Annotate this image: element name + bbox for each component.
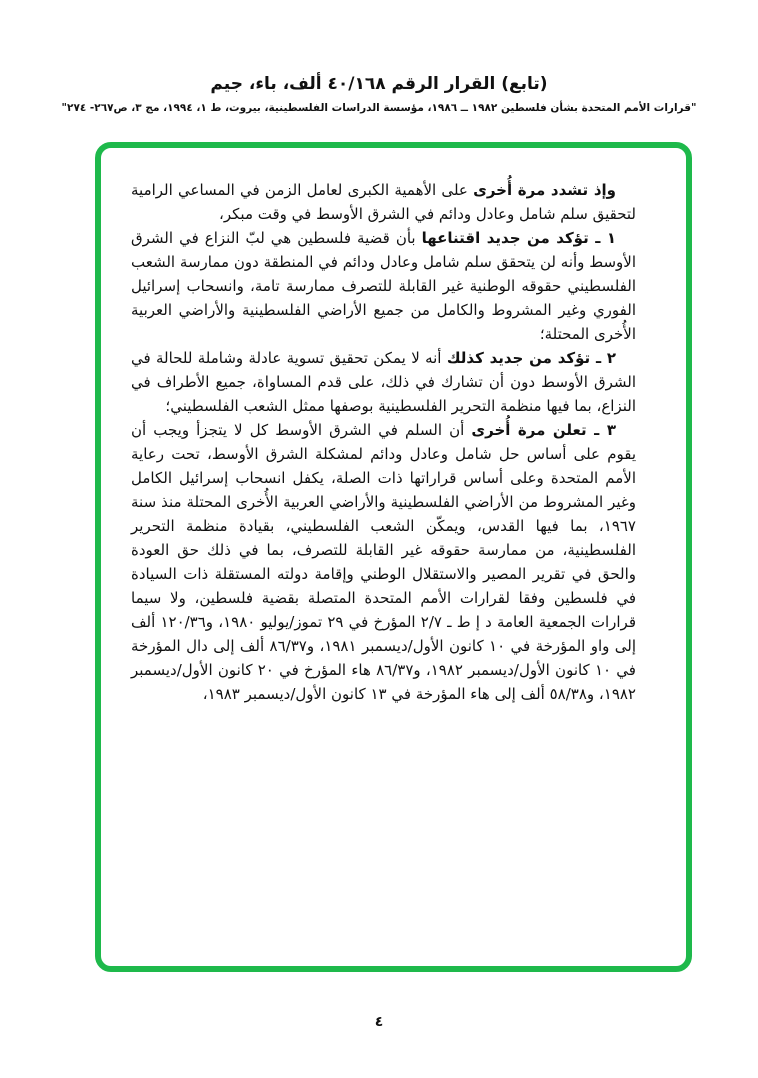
resolution-title: (تابع) القرار الرقم ٤٠/١٦٨ ألف، باء، جيم <box>210 74 548 94</box>
operative-paragraph-2 <box>131 346 636 418</box>
resolution-text-block <box>101 148 686 706</box>
source-citation: "قرارات الأمم المتحدة بشأن فلسطين ١٩٨٢ ــ ١٩٨٦، مؤسسة الدراسات الفلسطينية، بيروت، ط ١، ١٩٩٤، مج ٣، ص٢٦٧- ٢٧٤" <box>61 102 697 114</box>
paragraph-text: أن السلم في الشرق الأوسط كل لا يتجزأ ويجب أن يقوم على أساس حل شامل وعادل ودائم لمشكلة الشرق الأوسط، تحت رعاية الأمم المتحدة وعلى أساس قراراتها ذات الصلة، يكفل انسحاب إسرائيل الكامل وغير المشروط من الأراضي الفلسطينية والأراضي العربية الأُخرى المحتلة منذ سنة ١٩٦٧، بما فيها القدس، ويمكّن الشعب الفلسطيني، بقيادة منظمة التحرير الفلسطينية، من ممارسة حقوقه غير القابلة للتصرف، بما في ذلك حق العودة والحق في تقرير المصير والاستقلال الوطني وإقامة دولته المستقلة ذات السيادة في فلسطين وفقا لقرارات الأمم المتحدة المتصلة بقضية فلسطين، ولا سيما قرارات الجمعية العامة د إ ط ـ ٢/٧ المؤرخ في ٢٩ تموز/يوليو ١٩٨٠، و١٢٠/٣٦ ألف إلى واو المؤرخة في ١٠ كانون الأول/ديسمبر ١٩٨١، و٨٦/٣٧ ألف إلى دال المؤرخة في ١٠ كانون الأول/ديسمبر ١٩٨٢، و٨٦/٣٧ هاء المؤرخ في ٢٠ كانون الأول/ديسمبر ١٩٨٢، و٥٨/٣٨ ألف إلى هاء المؤرخة في ١٣ كانون الأول/ديسمبر ١٩٨٣، <box>131 421 637 703</box>
operative-paragraph-3 <box>131 418 636 706</box>
paragraph-number: ٣ ـ <box>586 421 616 439</box>
page-number: ٤ <box>374 1014 384 1030</box>
paragraph-text: بأن قضية فلسطين هي لبّ النزاع في الشرق الأوسط وأنه لن يتحقق سلم شامل وعادل ودائم في المنطقة دون ممارسة الشعب الفلسطيني حقوقه الوطنية غير القابلة للتصرف ممارسة تامة، وانسحاب إسرائيل الفوري وغير المشروط والكامل من جميع الأراضي الفلسطينية والأراضي العربية الأُخرى المحتلة؛ <box>131 229 636 343</box>
page-header <box>0 74 758 114</box>
paragraph-lead: وإذ تشدد مرة أُخرى <box>473 181 617 199</box>
paragraph-lead: تعلن مرة أُخرى <box>471 421 587 439</box>
paragraph-text: على الأهمية الكبرى لعامل الزمن في المساعي الرامية لتحقيق سلم شامل وعادل ودائم في الشرق الأوسط في وقت مبكر، <box>131 181 636 223</box>
operative-paragraph-1 <box>131 226 636 346</box>
green-frame <box>95 142 692 972</box>
paragraph-number: ٢ ـ <box>590 349 617 367</box>
paragraph-lead: تؤكد من جديد كذلك <box>446 349 591 367</box>
paragraph-number: ١ ـ <box>588 229 616 247</box>
paragraph-text: أنه لا يمكن تحقيق تسوية عادلة وشاملة للحالة في الشرق الأوسط دون أن تشارك في ذلك، على قدم المساواة، جميع الأطراف في النزاع، بما فيها منظمة التحرير الفلسطينية بوصفها ممثل الشعب الفلسطيني؛ <box>131 349 636 415</box>
preamble-paragraph <box>131 178 636 226</box>
paragraph-lead: تؤكد من جديد اقتناعها <box>421 229 589 247</box>
